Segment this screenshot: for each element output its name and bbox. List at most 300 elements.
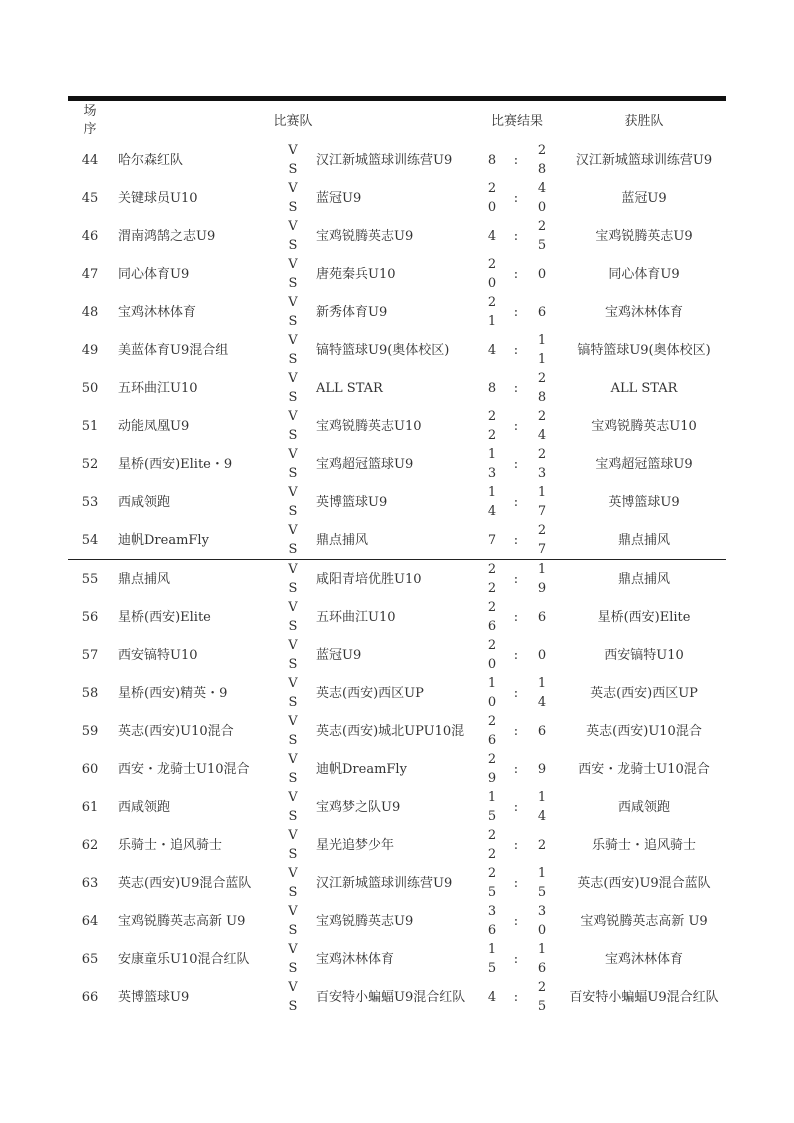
vs-v: V bbox=[288, 600, 298, 615]
vs-v: V bbox=[288, 980, 298, 995]
away-score bbox=[532, 331, 552, 369]
vs-marker bbox=[286, 521, 300, 559]
table-row bbox=[68, 141, 726, 179]
score-colon: : bbox=[513, 989, 519, 1005]
score-digit: 2 bbox=[487, 714, 497, 729]
header-winner: 获胜队 bbox=[624, 113, 664, 129]
match-number: 64 bbox=[81, 913, 99, 929]
winning-team: 宝鸡超冠篮球U9 bbox=[595, 456, 693, 472]
table-row bbox=[68, 331, 726, 369]
score-digit: 6 bbox=[537, 609, 547, 625]
away-team: 迪帆DreamFly bbox=[316, 761, 407, 777]
home-score bbox=[482, 674, 502, 712]
score-digit: 0 bbox=[537, 200, 547, 215]
match-number: 58 bbox=[81, 685, 99, 701]
vs-s: S bbox=[288, 809, 298, 824]
score-digit: 5 bbox=[487, 809, 497, 824]
away-team: 宝鸡沐林体育 bbox=[316, 951, 395, 967]
away-score bbox=[532, 712, 552, 750]
winning-team: 同心体育U9 bbox=[608, 266, 680, 282]
score-digit: 1 bbox=[487, 942, 497, 957]
vs-v: V bbox=[288, 295, 298, 310]
away-score bbox=[532, 255, 552, 293]
vs-s: S bbox=[288, 581, 298, 596]
score-digit: 9 bbox=[487, 771, 497, 786]
home-team: 西咸领跑 bbox=[118, 494, 171, 510]
match-number: 48 bbox=[81, 304, 99, 320]
vs-marker bbox=[286, 255, 300, 293]
score-digit: 2 bbox=[487, 409, 497, 424]
vs-s: S bbox=[288, 733, 298, 748]
vs-v: V bbox=[288, 828, 298, 843]
score-digit: 5 bbox=[487, 885, 497, 900]
winning-team: 英志(西安)U9混合蓝队 bbox=[577, 875, 711, 891]
score-digit: 8 bbox=[487, 152, 497, 168]
score-digit: 1 bbox=[487, 676, 497, 691]
home-score bbox=[482, 560, 502, 598]
vs-marker bbox=[286, 864, 300, 902]
vs-s: S bbox=[288, 619, 298, 634]
vs-v: V bbox=[288, 866, 298, 881]
away-team: 蓝冠U9 bbox=[316, 190, 362, 206]
home-score bbox=[482, 521, 502, 559]
score-digit: 4 bbox=[537, 428, 547, 443]
vs-marker bbox=[286, 369, 300, 407]
score-colon: : bbox=[513, 647, 519, 663]
winning-team: 西安镐特U10 bbox=[604, 647, 684, 663]
score-colon: : bbox=[513, 875, 519, 891]
match-number: 54 bbox=[81, 532, 99, 548]
match-number: 47 bbox=[81, 266, 99, 282]
away-score bbox=[532, 445, 552, 483]
vs-s: S bbox=[288, 314, 298, 329]
vs-marker bbox=[286, 902, 300, 940]
winning-team: 西咸领跑 bbox=[617, 799, 670, 815]
score-colon: : bbox=[513, 761, 519, 777]
vs-s: S bbox=[288, 542, 298, 557]
vs-marker bbox=[286, 788, 300, 826]
match-number: 46 bbox=[81, 228, 99, 244]
home-team: 西安・龙骑士U10混合 bbox=[118, 761, 250, 777]
match-number: 55 bbox=[81, 571, 99, 587]
away-score bbox=[532, 940, 552, 978]
winning-team: 鼎点捕风 bbox=[617, 532, 670, 548]
score-digit: 7 bbox=[537, 504, 547, 519]
home-score bbox=[482, 902, 502, 940]
vs-s: S bbox=[288, 657, 298, 672]
home-team: 关键球员U10 bbox=[118, 190, 198, 206]
score-digit: 4 bbox=[487, 228, 497, 244]
score-digit: 2 bbox=[487, 257, 497, 272]
score-digit: 2 bbox=[487, 847, 497, 862]
match-number: 53 bbox=[81, 494, 99, 510]
score-colon: : bbox=[513, 304, 519, 320]
vs-marker bbox=[286, 674, 300, 712]
score-digit: 6 bbox=[537, 961, 547, 976]
score-colon: : bbox=[513, 609, 519, 625]
score-digit: 1 bbox=[487, 485, 497, 500]
table-row bbox=[68, 179, 726, 217]
score-colon: : bbox=[513, 837, 519, 853]
away-score bbox=[532, 902, 552, 940]
score-digit: 2 bbox=[487, 428, 497, 443]
vs-marker bbox=[286, 179, 300, 217]
vs-marker bbox=[286, 407, 300, 445]
table-row bbox=[68, 788, 726, 826]
score-digit: 2 bbox=[537, 837, 547, 853]
vs-s: S bbox=[288, 466, 298, 481]
score-digit: 1 bbox=[487, 447, 497, 462]
table-row bbox=[68, 369, 726, 407]
score-digit: 4 bbox=[537, 181, 547, 196]
match-number: 62 bbox=[81, 837, 99, 853]
vs-s: S bbox=[288, 238, 298, 253]
home-score bbox=[482, 826, 502, 864]
home-team: 英博篮球U9 bbox=[118, 989, 190, 1005]
score-digit: 2 bbox=[487, 295, 497, 310]
away-team: 汉江新城篮球训练营U9 bbox=[316, 875, 453, 891]
table-row bbox=[68, 407, 726, 445]
home-team: 星桥(西安)Elite・9 bbox=[118, 456, 233, 472]
score-digit: 2 bbox=[487, 752, 497, 767]
vs-v: V bbox=[288, 676, 298, 691]
winning-team: 鼎点捕风 bbox=[617, 571, 670, 587]
winning-team: 蓝冠U9 bbox=[621, 190, 667, 206]
score-digit: 0 bbox=[537, 923, 547, 938]
home-team: 星桥(西安)精英・9 bbox=[118, 685, 228, 701]
score-colon: : bbox=[513, 494, 519, 510]
home-score bbox=[482, 483, 502, 521]
score-digit: 6 bbox=[487, 733, 497, 748]
score-digit: 8 bbox=[487, 380, 497, 396]
home-team: 迪帆DreamFly bbox=[118, 532, 209, 548]
table-row bbox=[68, 559, 726, 598]
home-team: 西安镐特U10 bbox=[118, 647, 198, 663]
vs-marker bbox=[286, 445, 300, 483]
header-no-line2: 序 bbox=[83, 122, 97, 137]
winning-team: 乐骑士・追风骑士 bbox=[591, 837, 696, 853]
vs-marker bbox=[286, 560, 300, 598]
score-digit: 0 bbox=[537, 647, 547, 663]
away-score bbox=[532, 826, 552, 864]
vs-v: V bbox=[288, 371, 298, 386]
vs-s: S bbox=[288, 695, 298, 710]
vs-v: V bbox=[288, 562, 298, 577]
vs-s: S bbox=[288, 390, 298, 405]
score-digit: 9 bbox=[537, 581, 547, 596]
away-team: 鼎点捕风 bbox=[316, 532, 369, 548]
table-row bbox=[68, 217, 726, 255]
away-score bbox=[532, 788, 552, 826]
score-colon: : bbox=[513, 799, 519, 815]
home-score bbox=[482, 750, 502, 788]
home-team: 动能凤凰U9 bbox=[118, 418, 190, 434]
away-team: 宝鸡锐腾英志U9 bbox=[316, 913, 414, 929]
winning-team: 宝鸡沐林体育 bbox=[604, 304, 683, 320]
vs-marker bbox=[286, 636, 300, 674]
score-digit: 2 bbox=[487, 828, 497, 843]
score-digit: 0 bbox=[487, 657, 497, 672]
away-team: 英志(西安)城北UPU10混 bbox=[316, 723, 465, 739]
home-score bbox=[482, 636, 502, 674]
vs-s: S bbox=[288, 771, 298, 786]
score-digit: 1 bbox=[537, 942, 547, 957]
home-team: 哈尔森红队 bbox=[118, 152, 184, 168]
match-number: 50 bbox=[81, 380, 99, 396]
vs-s: S bbox=[288, 276, 298, 291]
table-row bbox=[68, 750, 726, 788]
winning-team: 百安特小蝙蝠U9混合红队 bbox=[569, 989, 719, 1005]
score-digit: 6 bbox=[537, 304, 547, 320]
vs-v: V bbox=[288, 523, 298, 538]
score-digit: 8 bbox=[537, 162, 547, 177]
away-score bbox=[532, 598, 552, 636]
home-team: 安康童乐U10混合红队 bbox=[118, 951, 250, 967]
away-score bbox=[532, 674, 552, 712]
table-row bbox=[68, 255, 726, 293]
home-score bbox=[482, 255, 502, 293]
vs-marker bbox=[286, 978, 300, 1016]
away-team: 宝鸡锐腾英志U10 bbox=[316, 418, 422, 434]
table-body bbox=[68, 141, 726, 1016]
vs-v: V bbox=[288, 714, 298, 729]
home-score bbox=[482, 978, 502, 1016]
match-number: 66 bbox=[81, 989, 99, 1005]
away-score bbox=[532, 217, 552, 255]
match-number: 63 bbox=[81, 875, 99, 891]
results-table bbox=[68, 101, 726, 1016]
away-score bbox=[532, 407, 552, 445]
score-colon: : bbox=[513, 266, 519, 282]
score-digit: 2 bbox=[487, 181, 497, 196]
score-digit: 5 bbox=[487, 961, 497, 976]
home-score bbox=[482, 217, 502, 255]
winning-team: 西安・龙骑士U10混合 bbox=[578, 761, 710, 777]
winning-team: 宝鸡锐腾英志U9 bbox=[595, 228, 693, 244]
home-team: 鼎点捕风 bbox=[118, 571, 171, 587]
score-digit: 3 bbox=[487, 904, 497, 919]
score-colon: : bbox=[513, 190, 519, 206]
header-match-number bbox=[70, 101, 110, 141]
score-digit: 1 bbox=[537, 485, 547, 500]
score-digit: 7 bbox=[537, 542, 547, 557]
score-digit: 3 bbox=[537, 466, 547, 481]
score-digit: 3 bbox=[487, 466, 497, 481]
match-number: 57 bbox=[81, 647, 99, 663]
score-digit: 4 bbox=[487, 342, 497, 358]
score-colon: : bbox=[513, 228, 519, 244]
vs-v: V bbox=[288, 638, 298, 653]
score-colon: : bbox=[513, 571, 519, 587]
home-team: 宝鸡沐林体育 bbox=[118, 304, 197, 320]
score-digit: 4 bbox=[487, 989, 497, 1005]
score-digit: 1 bbox=[487, 314, 497, 329]
table-row bbox=[68, 598, 726, 636]
away-score bbox=[532, 179, 552, 217]
home-score bbox=[482, 293, 502, 331]
match-number: 52 bbox=[81, 456, 99, 472]
vs-s: S bbox=[288, 352, 298, 367]
away-team: ALL STAR bbox=[316, 380, 383, 396]
vs-v: V bbox=[288, 333, 298, 348]
winning-team: 英志(西安)西区UP bbox=[590, 685, 698, 701]
score-digit: 2 bbox=[537, 409, 547, 424]
vs-marker bbox=[286, 598, 300, 636]
away-team: 星光追梦少年 bbox=[316, 837, 395, 853]
score-colon: : bbox=[513, 951, 519, 967]
table-header bbox=[68, 101, 726, 141]
winning-team: 英志(西安)U10混合 bbox=[586, 723, 702, 739]
score-digit: 0 bbox=[487, 695, 497, 710]
home-score bbox=[482, 598, 502, 636]
score-digit: 5 bbox=[537, 885, 547, 900]
table-row bbox=[68, 445, 726, 483]
vs-s: S bbox=[288, 923, 298, 938]
score-digit: 1 bbox=[537, 352, 547, 367]
score-digit: 1 bbox=[537, 333, 547, 348]
away-team: 五环曲江U10 bbox=[316, 609, 396, 625]
home-score bbox=[482, 179, 502, 217]
score-digit: 1 bbox=[537, 866, 547, 881]
vs-s: S bbox=[288, 885, 298, 900]
vs-marker bbox=[286, 826, 300, 864]
score-colon: : bbox=[513, 152, 519, 168]
away-score bbox=[532, 521, 552, 559]
vs-v: V bbox=[288, 257, 298, 272]
match-number: 60 bbox=[81, 761, 99, 777]
vs-marker bbox=[286, 217, 300, 255]
match-number: 59 bbox=[81, 723, 99, 739]
vs-v: V bbox=[288, 181, 298, 196]
score-colon: : bbox=[513, 913, 519, 929]
score-digit: 1 bbox=[537, 676, 547, 691]
score-digit: 5 bbox=[537, 238, 547, 253]
away-team: 咸阳青培优胜U10 bbox=[316, 571, 422, 587]
away-team: 宝鸡超冠篮球U9 bbox=[316, 456, 414, 472]
vs-s: S bbox=[288, 999, 298, 1014]
winning-team: 英博篮球U9 bbox=[608, 494, 680, 510]
match-number: 51 bbox=[81, 418, 99, 434]
away-team: 宝鸡锐腾英志U9 bbox=[316, 228, 414, 244]
vs-s: S bbox=[288, 428, 298, 443]
winning-team: 镐特篮球U9(奥体校区) bbox=[577, 342, 711, 358]
vs-marker bbox=[286, 483, 300, 521]
score-digit: 0 bbox=[487, 276, 497, 291]
winning-team: 星桥(西安)Elite bbox=[597, 609, 691, 625]
home-team: 宝鸡锐腾英志高新 U9 bbox=[118, 913, 246, 929]
home-team: 乐骑士・追风骑士 bbox=[118, 837, 223, 853]
winning-team: 宝鸡锐腾英志U10 bbox=[591, 418, 697, 434]
match-number: 45 bbox=[81, 190, 99, 206]
score-digit: 1 bbox=[487, 790, 497, 805]
away-score bbox=[532, 636, 552, 674]
header-teams: 比赛队 bbox=[273, 113, 313, 129]
score-digit: 4 bbox=[537, 695, 547, 710]
home-team: 英志(西安)U9混合蓝队 bbox=[118, 875, 252, 891]
score-colon: : bbox=[513, 342, 519, 358]
home-team: 星桥(西安)Elite bbox=[118, 609, 211, 625]
winning-team: ALL STAR bbox=[610, 380, 678, 396]
vs-s: S bbox=[288, 200, 298, 215]
vs-marker bbox=[286, 293, 300, 331]
away-score bbox=[532, 978, 552, 1016]
score-digit: 0 bbox=[487, 200, 497, 215]
vs-marker bbox=[286, 141, 300, 179]
table-row bbox=[68, 483, 726, 521]
vs-v: V bbox=[288, 447, 298, 462]
vs-marker bbox=[286, 712, 300, 750]
score-digit: 2 bbox=[537, 980, 547, 995]
vs-s: S bbox=[288, 504, 298, 519]
vs-v: V bbox=[288, 904, 298, 919]
away-score bbox=[532, 864, 552, 902]
table-row bbox=[68, 293, 726, 331]
vs-s: S bbox=[288, 847, 298, 862]
table-row bbox=[68, 521, 726, 559]
score-digit: 2 bbox=[487, 562, 497, 577]
score-digit: 1 bbox=[537, 790, 547, 805]
score-digit: 2 bbox=[487, 866, 497, 881]
score-colon: : bbox=[513, 418, 519, 434]
vs-marker bbox=[286, 940, 300, 978]
header-no-line1: 场 bbox=[83, 104, 97, 119]
vs-v: V bbox=[288, 942, 298, 957]
match-number: 44 bbox=[81, 152, 99, 168]
away-score bbox=[532, 560, 552, 598]
vs-v: V bbox=[288, 752, 298, 767]
away-team: 新秀体育U9 bbox=[316, 304, 388, 320]
score-colon: : bbox=[513, 723, 519, 739]
away-score bbox=[532, 141, 552, 179]
score-digit: 2 bbox=[487, 600, 497, 615]
vs-s: S bbox=[288, 961, 298, 976]
home-team: 渭南鸿鹄之志U9 bbox=[118, 228, 216, 244]
score-digit: 6 bbox=[487, 619, 497, 634]
winning-team: 宝鸡沐林体育 bbox=[604, 951, 683, 967]
score-colon: : bbox=[513, 532, 519, 548]
home-score bbox=[482, 407, 502, 445]
score-digit: 1 bbox=[537, 562, 547, 577]
away-team: 百安特小蝙蝠U9混合红队 bbox=[316, 989, 466, 1005]
table-row bbox=[68, 712, 726, 750]
score-digit: 2 bbox=[537, 143, 547, 158]
score-digit: 9 bbox=[537, 761, 547, 777]
table-row bbox=[68, 674, 726, 712]
match-number: 61 bbox=[81, 799, 99, 815]
home-team: 同心体育U9 bbox=[118, 266, 190, 282]
home-team: 五环曲江U10 bbox=[118, 380, 198, 396]
home-team: 英志(西安)U10混合 bbox=[118, 723, 234, 739]
away-team: 唐苑秦兵U10 bbox=[316, 266, 396, 282]
table-row bbox=[68, 864, 726, 902]
away-score bbox=[532, 750, 552, 788]
score-colon: : bbox=[513, 380, 519, 396]
score-digit: 3 bbox=[537, 904, 547, 919]
winning-team: 汉江新城篮球训练营U9 bbox=[575, 152, 713, 168]
away-score bbox=[532, 293, 552, 331]
score-digit: 5 bbox=[537, 999, 547, 1014]
table-row bbox=[68, 826, 726, 864]
score-digit: 6 bbox=[487, 923, 497, 938]
match-number: 56 bbox=[81, 609, 99, 625]
score-digit: 2 bbox=[487, 581, 497, 596]
home-team: 西咸领跑 bbox=[118, 799, 171, 815]
away-score bbox=[532, 369, 552, 407]
vs-v: V bbox=[288, 485, 298, 500]
away-team: 英志(西安)西区UP bbox=[316, 685, 424, 701]
table-row bbox=[68, 636, 726, 674]
home-score bbox=[482, 788, 502, 826]
